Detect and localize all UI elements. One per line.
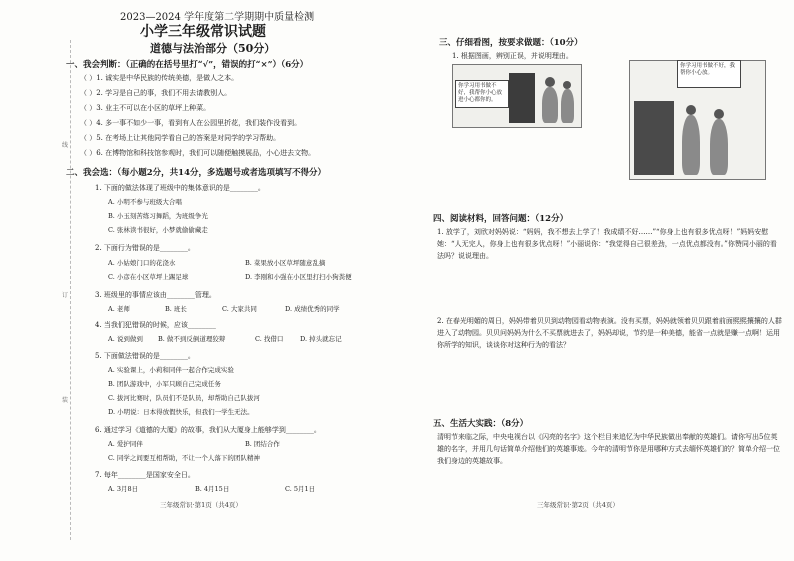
- option: B. 团队游戏中，小军只顾自己完成任务: [108, 380, 221, 388]
- section-4-title: 四、阅读材料，回答问题：（12分）: [433, 214, 569, 224]
- option: D. 掉头就忘记: [300, 335, 342, 343]
- bookshelf-icon: [509, 73, 535, 123]
- option: C. 张林读书很好，小梦就偷偷藏走: [108, 226, 208, 234]
- judge-item: （ ）3. 业主不可以在小区的草坪上种菜。: [80, 104, 211, 112]
- person-icon: [545, 77, 555, 87]
- question: 5. 下面做法错误的是________。: [95, 352, 195, 360]
- option: C. 同学之间要互相帮助，不让一个人落下的团队精神: [108, 454, 260, 462]
- option: A. 说到做到: [108, 335, 143, 343]
- option: C. 小彦在小区草坪上踢足球: [108, 273, 189, 281]
- section-1-title: 一、我会判断：（正确的在括号里打“√”，错误的打“×”）（6分）: [66, 60, 309, 70]
- person-icon: [542, 87, 558, 123]
- margin-mark: 装: [62, 397, 69, 404]
- option: D. 小明说：日本得放假快乐，但我们一学生无法。: [108, 408, 254, 416]
- practice-prompt: 清明节来临之际，中央电视台以《闪亮的名字》这个栏目来追忆为中华民族做出奉献的英雄们。请你写出5位英雄的名字，并用几句话简单介绍他们的英雄事迹。今年的清明节你是用哪种方式去缅怀英雄们的？简单介绍一位我们身边的英雄故事。: [437, 433, 780, 465]
- page-footer: 三年级常识·第1页（共4页）: [160, 501, 242, 509]
- question: 2. 下面行为错误的是________。: [95, 244, 195, 252]
- person-icon: [714, 109, 724, 119]
- section-2-title: 二、我会选：（每小题2分，共14分，多选题号或者选项填写不得分）: [66, 168, 326, 178]
- question: 1. 下面的做法体现了班级中的集体意识的是________。: [95, 184, 265, 192]
- person-icon: [563, 81, 571, 89]
- question: 1. 根据图画，辨别正误，并说明理由。: [452, 52, 573, 60]
- person-icon: [710, 119, 728, 175]
- option: A. 老师: [108, 305, 130, 313]
- margin-mark: 线: [62, 142, 69, 149]
- person-icon: [686, 105, 696, 115]
- option: A. 小姑娘门口的花浇水: [108, 259, 176, 267]
- judge-item: （ ）1. 诚实是中华民族的传统美德，是做人之本。: [80, 74, 239, 82]
- option: C. 大家共同: [222, 305, 257, 313]
- option: A. 实验课上，小莉和同伴一起合作完成实验: [108, 366, 234, 374]
- option: A. 爱护同伴: [108, 440, 143, 448]
- option: A. 小明不参与班级大合唱: [108, 198, 182, 206]
- margin-mark: 订: [62, 292, 69, 299]
- exam-subtitle: 道德与法治部分（50分）: [150, 42, 276, 55]
- judge-item: （ ）5. 在考场上让其他同学看自己的答案是对同学的学习帮助。: [80, 134, 281, 142]
- option: D. 李刚和小强在小区里打扫小狗粪便: [245, 273, 352, 281]
- option: C. 拔河比赛时，队员们不是队员，却帮助自己队拔河: [108, 394, 260, 402]
- judge-item: （ ）6. 在博物馆和科技馆参观时，我们可以随便触摸展品，小心进去文物。: [80, 149, 316, 157]
- option: D. 成绩优秀的同学: [285, 305, 340, 313]
- option: C. 5月1日: [285, 485, 316, 493]
- option: B. 团结合作: [245, 440, 280, 448]
- option: B. 菜果放小区草坪随意乱摘: [245, 259, 326, 267]
- question: 3. 班级里的事情应该由________管理。: [95, 291, 216, 299]
- question: 7. 每年________是国家安全日。: [95, 471, 195, 479]
- option: A. 3月8日: [108, 485, 139, 493]
- exam-title: 小学三年级常识试题: [140, 24, 266, 40]
- person-icon: [561, 89, 574, 123]
- question: 6. 通过学习《道德的大厦》的故事，我们从大厦身上能够学到________。: [95, 426, 321, 434]
- section-3-title: 三、仔细看图，按要求做题：（10分）: [439, 38, 583, 48]
- person-icon: [682, 115, 700, 175]
- judge-item: （ ）4. 多一事不如少一事，看到有人在公园里折花，我们装作没看到。: [80, 119, 302, 127]
- section-5-title: 五、生活大实践：（8分）: [433, 419, 529, 429]
- exam-year: 2023—2024 学年度第二学期期中质量检测: [120, 12, 315, 23]
- reading-passage-2: 2. 在春光明媚的周日，妈妈带着贝贝到动物园看动物表演。没有买票，妈妈就领着贝贝跟着前面熙熙攘攘的人群进入了动物园。贝贝问妈妈为什么不买票就进去了，妈妈却说，节约是一种美德，能省一点就是赚一点啊！运用你所学的知识，谈谈你对这种行为的看法？: [437, 317, 782, 349]
- judge-item: （ ）2. 学习是自己的事，我们不用去请教别人。: [80, 89, 232, 97]
- option: B. 小玉刻苦练习舞蹈，为班级争光: [108, 212, 208, 220]
- bookshelf-icon: [634, 101, 674, 175]
- option: C. 找借口: [255, 335, 284, 343]
- option: B. 班长: [165, 305, 187, 313]
- option: B. 4月15日: [195, 485, 230, 493]
- right-page: [397, 0, 794, 561]
- page-footer: 三年级常识·第2页（共4页）: [537, 501, 619, 509]
- option: B. 做不到反倒道理狡辩: [158, 335, 226, 343]
- reading-passage-1: 1. 放学了，刘欣对妈妈说：“妈妈，我不想去上学了！我成绩不好……”“你身上也有很多优点呀！”妈妈安慰她：“人无完人，你身上也有很多优点呀！”小丽说你：“我觉得自己很差劲，一点优点都没有。”你赞同小丽的看法吗？说说理由。: [437, 228, 777, 260]
- speech-bubble: 你学习用书做不好，我帮你小心放。: [677, 60, 741, 88]
- question: 4. 当我们犯错误的时候，应该________: [95, 321, 216, 329]
- speech-bubble: 你学习用书做不好，我帮你小心放进小心都你的。: [455, 80, 509, 108]
